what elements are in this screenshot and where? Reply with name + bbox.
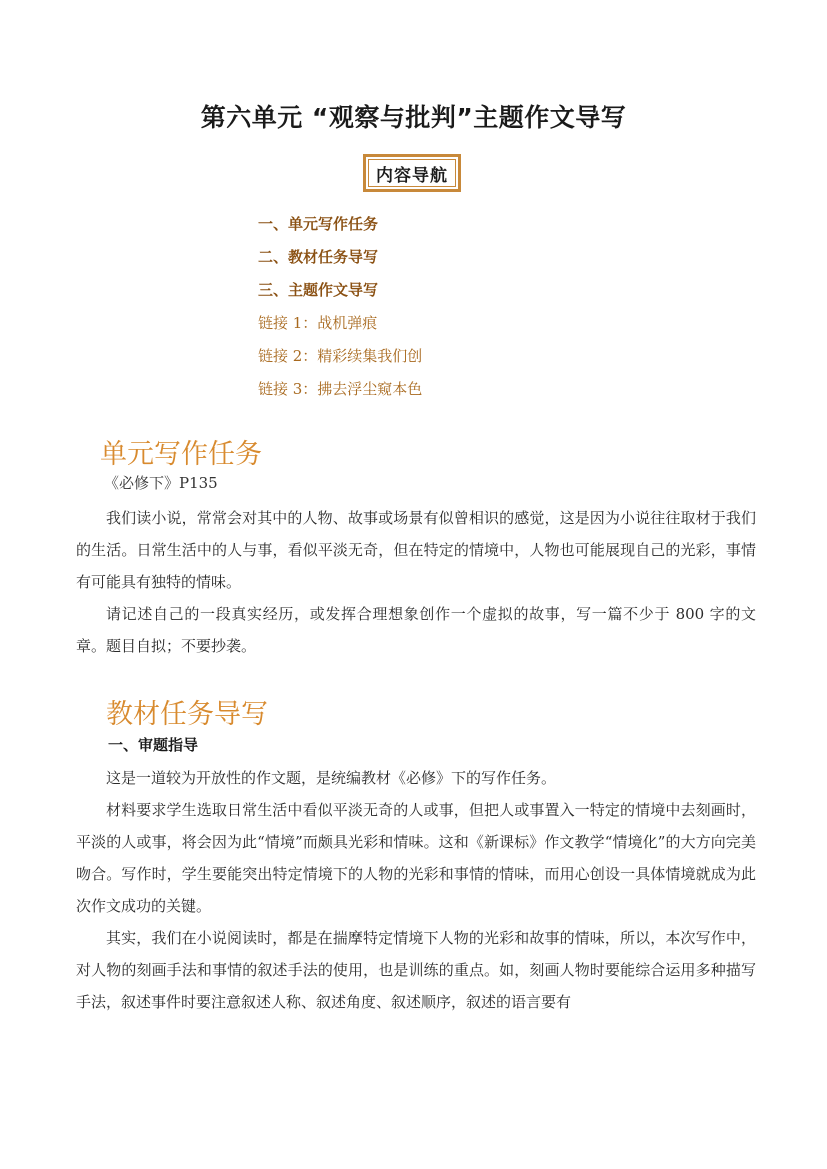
page-title: 第六单元 “观察与批判”主题作文导写 xyxy=(200,103,627,132)
subheading-topic-guidance: 一、审题指导 xyxy=(108,736,199,754)
paragraph: 其实，我们在小说阅读时，都是在揣摩特定情境下人物的光彩和故事的情味，所以，本次写作中，对人物的刻画手法和事情的叙述手法的使用，也是训练的重点。如，刻画人物时要能综合运用多种描写手法，叙述事件时要注意叙述人称、叙述角度、叙述顺序，叙述的语言要有 xyxy=(76,929,756,1011)
content-navigation-box xyxy=(363,154,461,192)
section-heading-unit-writing-task: 单元写作任务 xyxy=(100,439,262,470)
toc-item[interactable]: 二、教材任务导写 xyxy=(258,248,379,266)
content-navigation-label: 内容导航 xyxy=(368,159,456,187)
toc-item[interactable]: 一、单元写作任务 xyxy=(258,215,379,233)
source-reference: 《必修下》P135 xyxy=(104,474,218,492)
toc-item[interactable]: 三、主题作文导写 xyxy=(258,281,379,299)
table-of-contents xyxy=(258,212,422,410)
paragraph: 材料要求学生选取日常生活中看似平淡无奇的人或事，但把人或事置入一特定的情境中去刻画时，平淡的人或事，将会因为此“情境”而颇具光彩和情味。这和《新课标》作文教学“情境化”的大方向完美吻合。写作时，学生要能突出特定情境下的人物的光彩和事情的情味，而用心创设一具体情境就成为此次作文成功的关键。 xyxy=(76,801,756,915)
toc-item[interactable]: 链接 2：精彩续集我们创 xyxy=(258,347,423,365)
paragraph: 我们读小说，常常会对其中的人物、故事或场景有似曾相识的感觉，这是因为小说往往取材于我们的生活。日常生活中的人与事，看似平淡无奇，但在特定的情境中，人物也可能展现自己的光彩，事情有可能具有独特的情味。 xyxy=(76,509,756,591)
paragraph: 这是一道较为开放性的作文题，是统编教材《必修》下的写作任务。 xyxy=(106,769,557,787)
toc-item[interactable]: 链接 1：战机弹痕 xyxy=(258,314,378,332)
section-heading-textbook-task-guide: 教材任务导写 xyxy=(106,699,268,730)
paragraph: 请记述自己的一段真实经历，或发挥合理想象创作一个虚拟的故事，写一篇不少于 800 字的文章。题目自拟；不要抄袭。 xyxy=(76,605,756,655)
toc-item[interactable]: 链接 3：拂去浮尘窥本色 xyxy=(258,380,423,398)
